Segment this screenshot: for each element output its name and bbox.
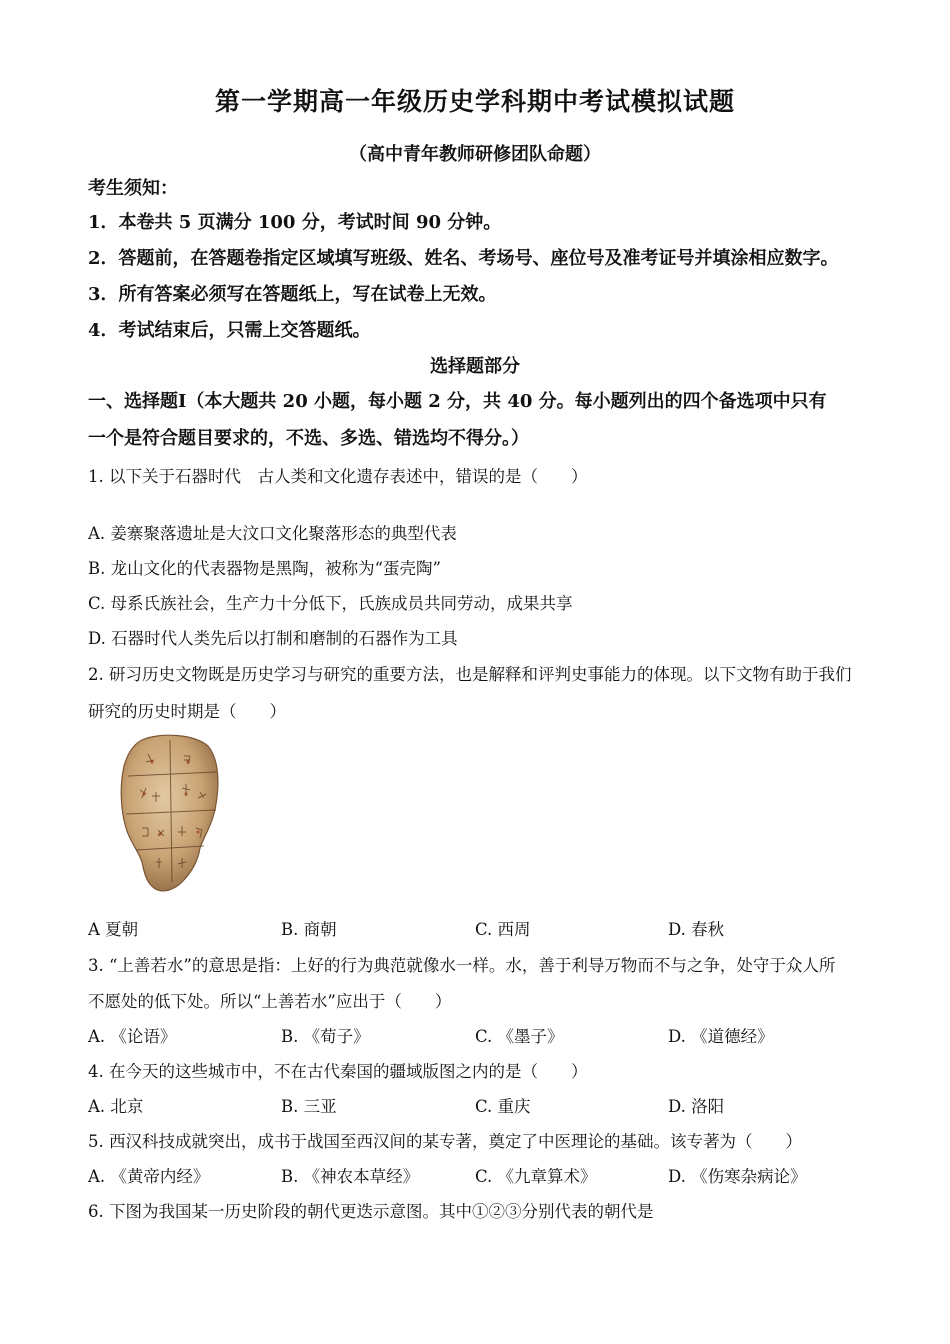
question-stem: 不愿处的低下处。所以“上善若水”应出于（ ） [88,992,452,1011]
answer-option: A 夏朝 [88,920,139,939]
answer-option: C. 《九章算术》 [475,1167,597,1186]
answer-option: C. 重庆 [475,1097,531,1116]
answer-option: A. 《论语》 [88,1027,177,1046]
answer-option: A. 北京 [88,1097,144,1116]
answer-option: B. 《神农本草经》 [281,1167,420,1186]
notice-item: 3．所有答案必须写在答题纸上，写在试卷上无效。 [88,284,497,305]
section-heading: 选择题部分 [430,356,520,377]
question-stem: 6. 下图为我国某一历史阶段的朝代更迭示意图。其中①②③分别代表的朝代是 [88,1202,654,1221]
answer-option: D. 春秋 [668,920,725,939]
answer-option: B. 龙山文化的代表器物是黑陶，被称为“蛋壳陶” [88,559,441,578]
question-stem: 2. 研习历史文物既是历史学习与研究的重要方法，也是解释和评判史事能力的体现。以下文物有助于我们 [88,665,852,684]
question-stem: 5. 西汉科技成就突出，成书于战国至西汉间的某专著，奠定了中医理论的基础。该专著为（ ） [88,1132,802,1151]
answer-option: D. 石器时代人类先后以打制和磨制的石器作为工具 [88,629,458,648]
answer-option: B. 三亚 [281,1097,337,1116]
page-subtitle: （高中青年教师研修团队命题） [349,144,601,165]
notice-heading: 考生须知： [88,178,178,199]
notice-item: 4．考试结束后，只需上交答题纸。 [88,320,371,341]
question-stem: 3. “上善若水”的意思是指：上好的行为典范就像水一样。水，善于利导万物而不与之争，处守于众人所 [88,956,836,975]
answer-option: D. 洛阳 [668,1097,725,1116]
notice-item: 2．答题前，在答题卷指定区域填写班级、姓名、考场号、座位号及准考证号并填涂相应数字。 [88,248,839,269]
answer-option: C. 《墨子》 [475,1027,564,1046]
answer-option: C. 西周 [475,920,531,939]
page-title: 第一学期高一年级历史学科期中考试模拟试题 [214,87,735,116]
answer-option: B. 《荀子》 [281,1027,370,1046]
notice-item: 1．本卷共 5 页满分 100 分，考试时间 90 分钟。 [88,212,502,233]
answer-option: A. 《黄帝内经》 [88,1167,210,1186]
answer-option: B. 商朝 [281,920,337,939]
section-instruction: 一、选择题Ⅰ（本大题共 20 小题，每小题 2 分，共 40 分。每小题列出的四个备选项中只有 [88,391,827,412]
question-stem: 1. 以下关于石器时代 古人类和文化遗存表述中，错误的是（ ） [88,467,588,486]
answer-option: D. 《伤寒杂病论》 [668,1167,807,1186]
question-stem: 研究的历史时期是（ ） [88,702,286,721]
answer-option: A. 姜寨聚落遗址是大汶口文化聚落形态的典型代表 [88,524,457,543]
question-stem: 4. 在今天的这些城市中，不在古代秦国的疆域版图之内的是（ ） [88,1062,588,1081]
section-instruction: 一个是符合题目要求的，不选、多选、错选均不得分。） [88,428,529,449]
answer-option: C. 母系氏族社会，生产力十分低下，氏族成员共同劳动，成果共享 [88,594,573,613]
answer-option: D. 《道德经》 [668,1027,774,1046]
oracle-bone-image [112,732,224,898]
